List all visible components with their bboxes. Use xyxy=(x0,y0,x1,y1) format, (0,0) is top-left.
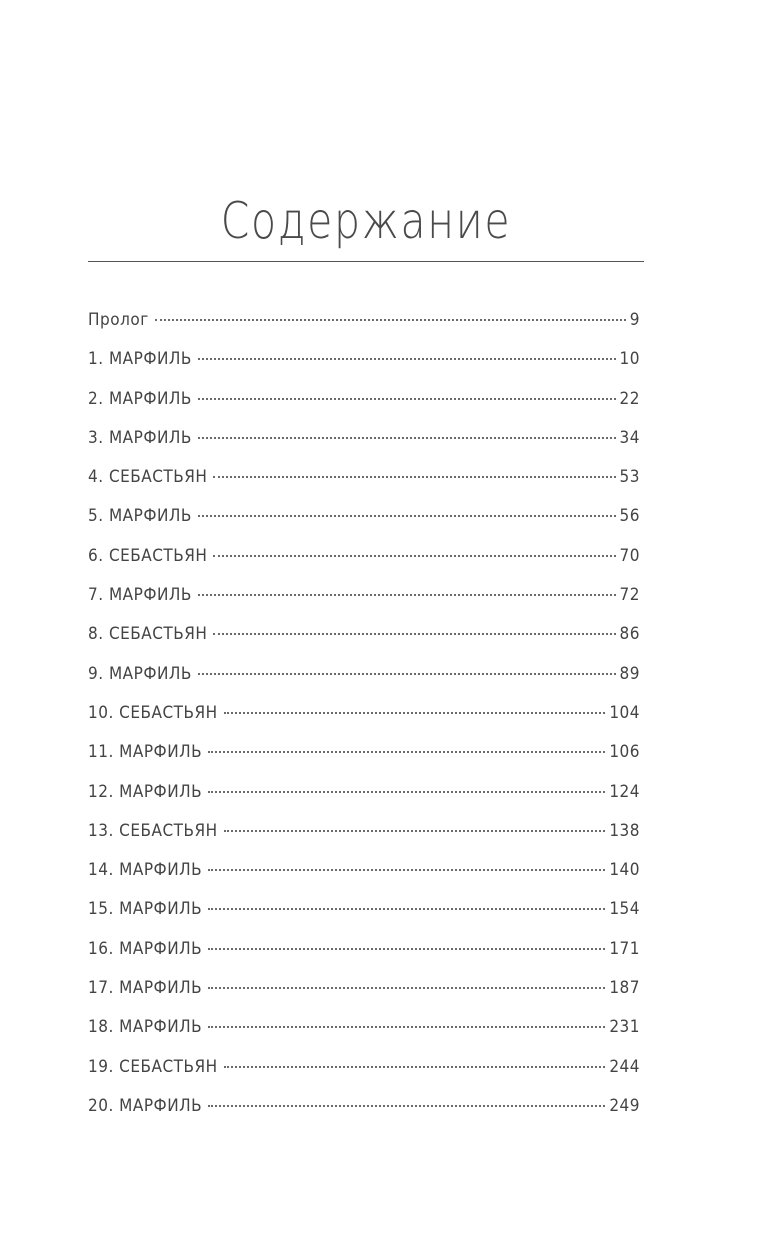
toc-entry[interactable] xyxy=(88,1096,640,1135)
toc-entry-page-number: 56 xyxy=(619,506,640,527)
toc-leader-dots xyxy=(208,987,605,989)
toc-entry-page-number: 104 xyxy=(609,702,640,723)
toc-entry-page-number: 106 xyxy=(609,742,640,763)
toc-entry[interactable] xyxy=(88,428,640,467)
toc-entry[interactable] xyxy=(88,624,640,663)
toc-entry[interactable] xyxy=(88,939,640,978)
toc-entry-page-number: 10 xyxy=(619,349,640,370)
toc-entry[interactable] xyxy=(88,310,640,349)
toc-entry-page-number: 171 xyxy=(609,938,640,959)
toc-entry[interactable] xyxy=(88,664,640,703)
toc-entry[interactable] xyxy=(88,978,640,1017)
toc-entry[interactable] xyxy=(88,546,640,585)
toc-entry[interactable] xyxy=(88,703,640,742)
toc-entry-page-number: 124 xyxy=(609,781,640,802)
toc-entry-label: 14. МАРФИЛЬ xyxy=(88,860,203,881)
toc-entry[interactable] xyxy=(88,1017,640,1056)
toc-entry-label: 5. МАРФИЛЬ xyxy=(88,506,192,527)
toc-entry-label: 9. МАРФИЛЬ xyxy=(88,663,192,684)
toc-leader-dots xyxy=(208,1026,605,1028)
toc-leader-dots xyxy=(198,673,616,675)
toc-leader-dots xyxy=(198,358,616,360)
toc-leader-dots xyxy=(208,751,605,753)
toc-entry[interactable] xyxy=(88,821,640,860)
toc-entry-label: 7. МАРФИЛЬ xyxy=(88,585,192,606)
toc-entry-page-number: 72 xyxy=(619,585,640,606)
toc-leader-dots xyxy=(198,594,616,596)
toc-leader-dots xyxy=(213,633,615,635)
toc-entry-page-number: 53 xyxy=(619,467,640,488)
toc-entry-label: 18. МАРФИЛЬ xyxy=(88,1017,203,1038)
toc-entry-page-number: 70 xyxy=(619,545,640,566)
toc-entry-label: 3. МАРФИЛЬ xyxy=(88,427,192,448)
toc-leader-dots xyxy=(208,948,605,950)
toc-entry-page-number: 86 xyxy=(619,624,640,645)
toc-entry-page-number: 9 xyxy=(629,310,640,330)
toc-leader-dots xyxy=(208,908,605,910)
toc-leader-dots xyxy=(198,437,616,439)
toc-entry[interactable] xyxy=(88,467,640,506)
toc-entry-label: 11. МАРФИЛЬ xyxy=(88,742,203,763)
toc-entry-page-number: 138 xyxy=(609,820,640,841)
toc-leader-dots xyxy=(198,515,616,517)
toc-entry-page-number: 140 xyxy=(609,860,640,881)
toc-entry-page-number: 187 xyxy=(609,978,640,999)
toc-entry-label: 4. СЕБАСТЬЯН xyxy=(88,467,208,488)
toc-entry-label: 12. МАРФИЛЬ xyxy=(88,781,203,802)
toc-entry-page-number: 244 xyxy=(609,1056,640,1077)
toc-entry-label: 13. СЕБАСТЬЯН xyxy=(88,820,218,841)
toc-entry-label: 6. СЕБАСТЬЯН xyxy=(88,545,208,566)
toc-entry[interactable] xyxy=(88,860,640,899)
toc-entry[interactable] xyxy=(88,349,640,388)
toc-entry[interactable] xyxy=(88,585,640,624)
toc-leader-dots xyxy=(213,476,615,478)
title-divider xyxy=(88,261,644,262)
toc-leader-dots xyxy=(208,869,605,871)
toc-entry-label: Пролог xyxy=(88,310,149,330)
toc-entry-page-number: 154 xyxy=(609,899,640,920)
toc-entry[interactable] xyxy=(88,1057,640,1096)
toc-entry-label: 15. МАРФИЛЬ xyxy=(88,899,203,920)
toc-entry-page-number: 89 xyxy=(619,663,640,684)
toc-entry[interactable] xyxy=(88,389,640,428)
toc-entry[interactable] xyxy=(88,782,640,821)
toc-entry-page-number: 22 xyxy=(619,388,640,409)
toc-entry[interactable] xyxy=(88,506,640,545)
toc-entry-label: 10. СЕБАСТЬЯН xyxy=(88,702,218,723)
toc-entry-label: 8. СЕБАСТЬЯН xyxy=(88,624,208,645)
toc-entry-label: 16. МАРФИЛЬ xyxy=(88,938,203,959)
toc-leader-dots xyxy=(155,319,626,321)
toc-entry-label: 20. МАРФИЛЬ xyxy=(88,1095,203,1116)
toc-entry[interactable] xyxy=(88,899,640,938)
toc-leader-dots xyxy=(224,830,606,832)
toc-entry[interactable] xyxy=(88,742,640,781)
toc-leader-dots xyxy=(213,555,615,557)
toc-entry-label: 17. МАРФИЛЬ xyxy=(88,978,203,999)
toc-leader-dots xyxy=(208,791,605,793)
page-title: Содержание xyxy=(220,192,512,250)
table-of-contents xyxy=(88,310,640,1135)
toc-leader-dots xyxy=(208,1105,605,1107)
toc-leader-dots xyxy=(198,398,616,400)
toc-entry-page-number: 249 xyxy=(609,1095,640,1116)
toc-entry-label: 1. МАРФИЛЬ xyxy=(88,349,192,370)
toc-leader-dots xyxy=(224,1066,606,1068)
toc-entry-page-number: 34 xyxy=(619,427,640,448)
toc-entry-label: 2. МАРФИЛЬ xyxy=(88,388,192,409)
toc-leader-dots xyxy=(224,712,606,714)
toc-entry-label: 19. СЕБАСТЬЯН xyxy=(88,1056,218,1077)
toc-entry-page-number: 231 xyxy=(609,1017,640,1038)
